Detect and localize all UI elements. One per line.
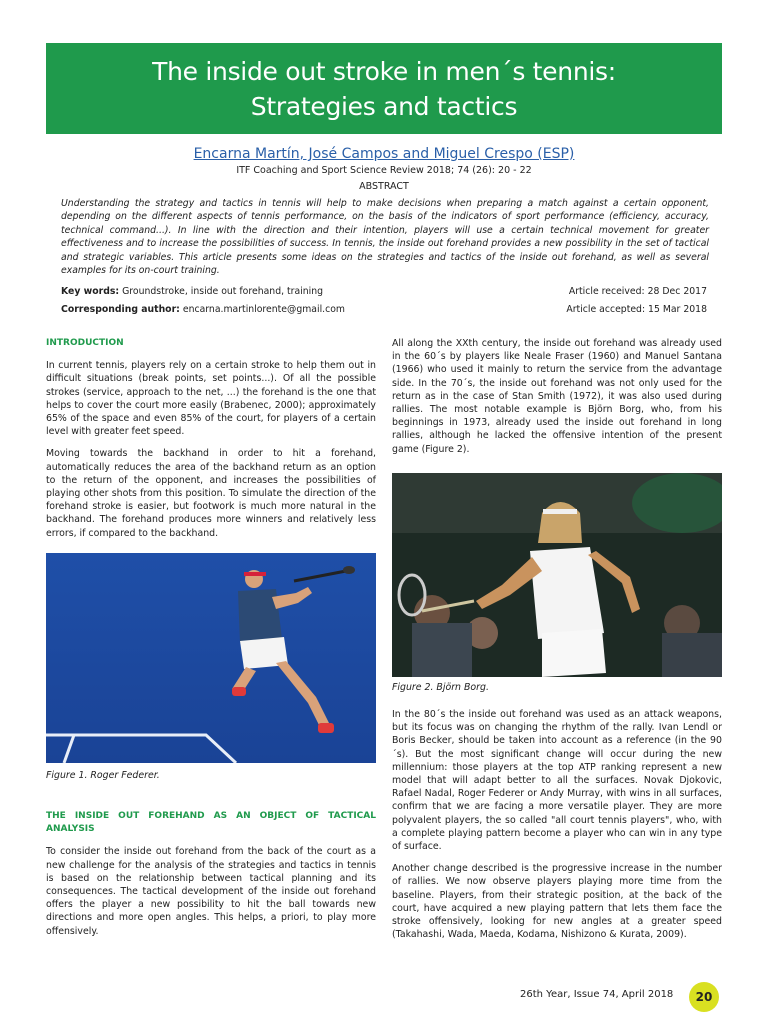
- footer-issue: 26th Year, Issue 74, April 2018: [520, 989, 674, 1000]
- keywords-value: Groundstroke, inside out forehand, training: [119, 286, 324, 297]
- abstract-heading: ABSTRACT: [359, 181, 409, 192]
- figure-2-caption: Figure 2. Björn Borg.: [392, 682, 489, 693]
- left-column-top: [46, 337, 376, 549]
- author-email[interactable]: encarna.martinlorente@gmail.com: [179, 304, 345, 315]
- figure-2-photo: [392, 473, 722, 677]
- right-column-top: [392, 337, 722, 465]
- keywords-label: Key words:: [61, 286, 120, 297]
- abstract-text: Understanding the strategy and tactics in tennis will help to make decisions when preparing a match against a certain opponent, depending on the different aspects of tennis performance, on the basis of the indicators of sport performance (efficiency, accuracy, technical command...). In line with the direction and their intention, players will use a certain technical movement for greater effectiveness and to increase the possibilities of success. In tennis, the inside out forehand provides a new possibility in the set of tactical and strategic variables. This article presents some ideas on the strategies and tactics of the inside out forehand, as well as several examples for its on-court training.: [61, 198, 709, 277]
- paragraph: In current tennis, players rely on a certain stroke to help them out in difficult situations (break points, set points...). Of all the possible strokes (service, approach to the net, ...) the forehand is the one that helps to cover the court more easily (Brabenec, 2000); approximately 65% of the space and even 85% of the court, for players of a certain level with greater feet speed.: [46, 360, 376, 438]
- title-banner: [46, 43, 722, 134]
- article-received: Article received: 28 Dec 2017: [568, 286, 707, 297]
- paragraph: Moving towards the backhand in order to hit a forehand, automatically reduces the area of the backhand return as an option to the return of the opponent, and increases the possibilities of playing other shots from this position. To simulate the direction of the forehand stroke is easier, but footwork is much more natural in the backhand. The forehand produces more winners and relatively less errors, if compared to the backhand.: [46, 448, 376, 539]
- figure-1-caption: Figure 1. Roger Federer.: [46, 770, 160, 781]
- section-heading-tactical-analysis: THE INSIDE OUT FOREHAND AS AN OBJECT OF TACTICAL ANALYSIS: [46, 811, 376, 835]
- article-accepted: Article accepted: 15 Mar 2018: [566, 304, 707, 315]
- keywords: [61, 286, 323, 297]
- title-line-1: The inside out stroke in men´s tennis:: [152, 56, 616, 86]
- left-column-bottom: [46, 810, 376, 947]
- corresponding-author: [61, 304, 345, 315]
- paragraph: In the 80´s the inside out forehand was used as an attack weapons, but its focus was on changing the rhythm of the rally. Ivan Lendl or Boris Becker, should be taken into account as a reference (in the 90´s). But the most significant change will occur during the new millennium: those players at the top ATP ranking represent a new model that will adapt better to all the surfaces. Novak Djokovic, Rafael Nadal, Roger Federer or Andy Murray, with wins in all surfaces, confirm that we are facing a more versatile player. They are more polyvalent players, the so called "all court tennis players", who, with a complete playing pattern become a player who can win in any type of surface.: [392, 709, 722, 853]
- right-column-bottom: [392, 708, 722, 950]
- corresponding-author-label: Corresponding author:: [61, 304, 180, 315]
- page-number-badge: 20: [689, 982, 719, 1012]
- title-line-2: Strategies and tactics: [250, 91, 518, 121]
- journal-citation: ITF Coaching and Sport Science Review 2018; 74 (26): 20 - 22: [236, 165, 532, 176]
- section-heading-introduction: INTRODUCTION: [46, 338, 124, 348]
- paragraph: Another change described is the progressive increase in the number of rallies. We now observe players playing more time from the baseline. Players, from their strategic position, at the back of the court, have acquired a new playing pattern that lets them face the stroke offensively, looking for new angles at a greater speed (Takahashi, Wada, Maeda, Kodama, Nishizono & Kurata, 2009).: [392, 863, 722, 941]
- authors-link[interactable]: Encarna Martín, José Campos and Miguel Crespo (ESP): [193, 146, 575, 162]
- paragraph: To consider the inside out forehand from the back of the court as a new challenge for the analysis of the strategies and tactics in tennis is based on the relationship between tactical planning and its consequences. The tactical development of the inside out forehand offers the player a new possibility to hit the ball towards new directions and more open angles. This helps, a priori, to play more offensively.: [46, 846, 376, 937]
- figure-1-photo: [46, 553, 376, 763]
- paragraph: All along the XXth century, the inside out forehand was already used in the 60´s by players like Neale Fraser (1960) and Manuel Santana (1966) who used it mainly to return the service from the advantage side. In the 70´s, the inside out forehand was not only used for the return as in the case of Stan Smith (1972), it was also used during rallies. The most notable example is Björn Borg, who, from his beginnings in 1973, already used the inside out forehand in long rallies, although he lacked the offensive intention of the present game (Figure 2).: [392, 338, 722, 455]
